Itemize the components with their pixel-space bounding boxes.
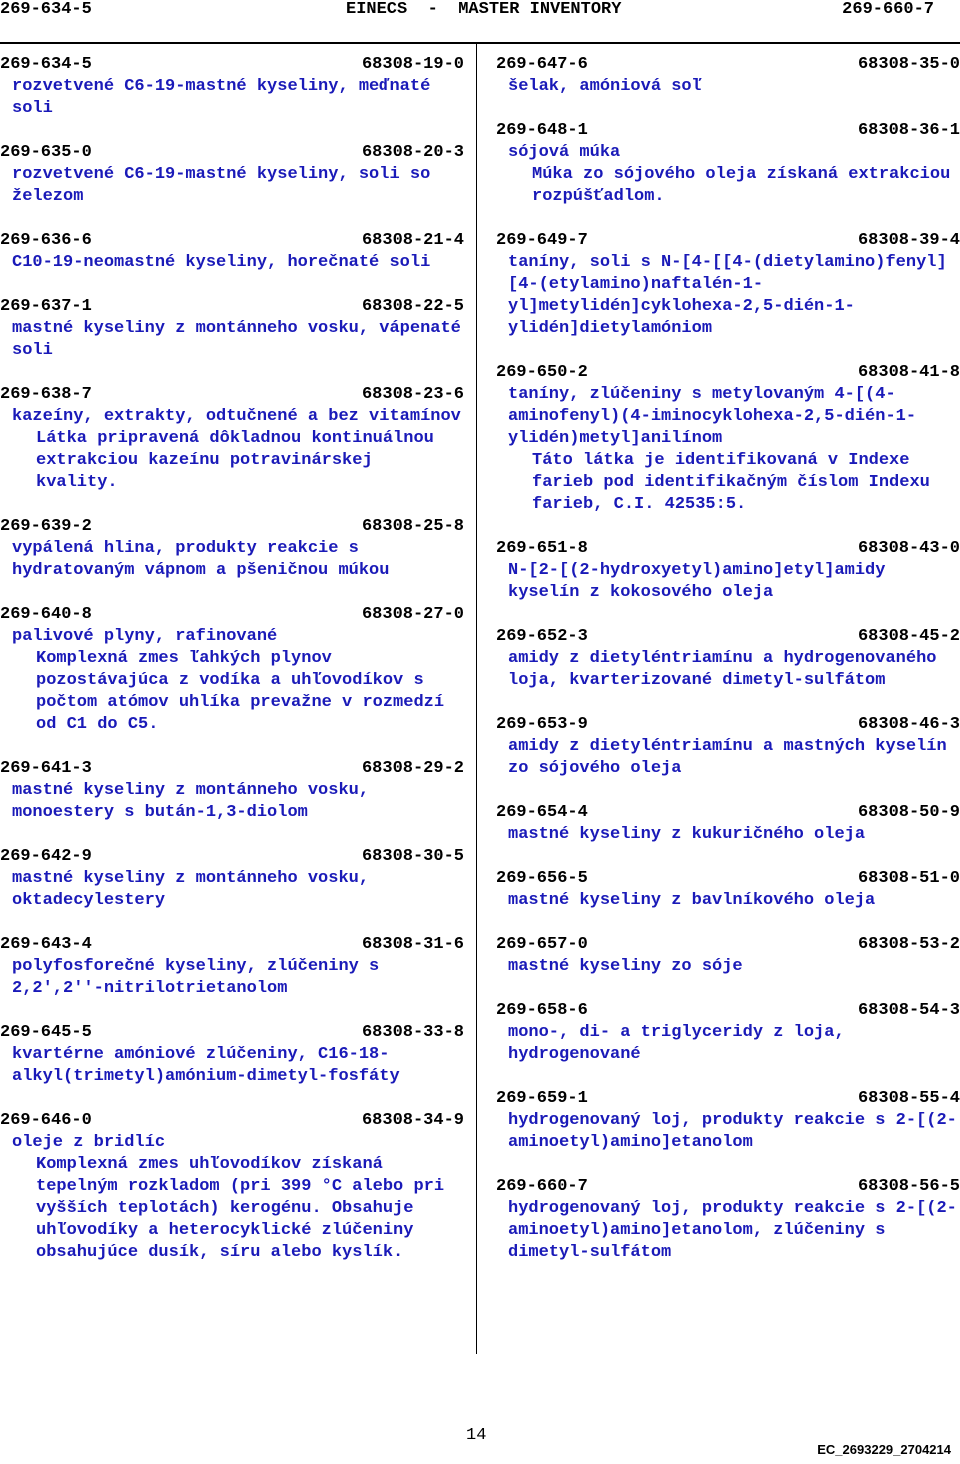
substance-name: hydrogenovaný loj, produkty reakcie s 2-[(2-aminoetyl)amino]etanolom	[508, 1111, 957, 1152]
substance-entry	[496, 1000, 960, 1066]
substance-entry	[496, 868, 960, 912]
entry-number-row	[496, 802, 960, 824]
substance-name: taníny, soli s N-[4-[[4-(dietylamino)fenyl][4-(etylamino)naftalén-1-yl]metylidén]cyklohexa-2,5-dién-1-ylidén]dietylamóniom	[508, 253, 947, 338]
ec-number: 269-635-0	[0, 143, 92, 162]
entry-number-row	[496, 230, 960, 252]
header-range-end: 269-660-7	[842, 0, 934, 19]
ec-number: 269-638-7	[0, 385, 92, 404]
ec-number: 269-637-1	[0, 297, 92, 316]
substance-name: N-[2-[(2-hydroxyetyl)amino]etyl]amidy kyselín z kokosového oleja	[508, 561, 886, 602]
substance-entry	[496, 802, 960, 846]
substance-entry	[0, 846, 464, 912]
cas-number: 68308-34-9	[361, 1111, 464, 1130]
cas-number: 68308-35-0	[857, 55, 960, 74]
ec-number: 269-642-9	[0, 847, 92, 866]
cas-number: 68308-41-8	[857, 363, 960, 382]
cas-number: 68308-53-2	[857, 935, 960, 954]
cas-number: 68308-19-0	[361, 55, 464, 74]
cas-number: 68308-39-4	[857, 231, 960, 250]
entry-number-row	[496, 538, 960, 560]
ec-number: 269-650-2	[496, 363, 588, 382]
cas-number: 68308-45-2	[857, 627, 960, 646]
ec-number: 269-654-4	[496, 803, 588, 822]
entry-number-row	[496, 626, 960, 648]
ec-number: 269-659-1	[496, 1089, 588, 1108]
ec-number: 269-648-1	[496, 121, 588, 140]
cas-number: 68308-21-4	[361, 231, 464, 250]
substance-name: mastné kyseliny z montánneho vosku, monoestery s bután-1,3-diolom	[12, 781, 370, 822]
page-number: 14	[466, 1426, 487, 1445]
cas-number: 68308-55-4	[857, 1089, 960, 1108]
cas-number: 68308-36-1	[857, 121, 960, 140]
header-title: EINECS - MASTER INVENTORY	[346, 0, 622, 19]
substance-entry	[0, 604, 464, 736]
ec-number: 269-649-7	[496, 231, 588, 250]
right-column	[496, 54, 960, 1286]
substance-entry	[0, 296, 464, 362]
cas-number: 68308-22-5	[361, 297, 464, 316]
ec-number: 269-641-3	[0, 759, 92, 778]
entry-number-row	[496, 54, 960, 76]
ec-number: 269-660-7	[496, 1177, 588, 1196]
page-header	[0, 0, 960, 44]
ec-number: 269-639-2	[0, 517, 92, 536]
substance-entry	[496, 54, 960, 98]
entry-number-row	[0, 142, 464, 164]
left-column	[0, 54, 464, 1286]
entry-number-row	[0, 758, 464, 780]
cas-number: 68308-56-5	[857, 1177, 960, 1196]
substance-name: polyfosforečné kyseliny, zlúčeniny s 2,2',2''-nitrilotrietanolom	[12, 957, 380, 998]
substance-name: C10-19-neomastné kyseliny, horečnaté soli	[12, 253, 431, 272]
substance-entry	[496, 1176, 960, 1264]
substance-name: taníny, zlúčeniny s metylovaným 4-[(4-aminofenyl)(4-iminocyklohexa-2,5-dién-1-ylidén)metyl]anilínom	[508, 385, 917, 448]
ec-number: 269-636-6	[0, 231, 92, 250]
entry-number-row	[0, 516, 464, 538]
substance-entry	[0, 934, 464, 1000]
substance-entry	[0, 516, 464, 582]
substance-description: Táto látka je identifikovaná v Indexe farieb pod identifikačným číslom Indexu farieb, C.I. 42535:5.	[532, 451, 930, 514]
cas-number: 68308-23-6	[361, 385, 464, 404]
substance-name: vypálená hlina, produkty reakcie s hydratovaným vápnom a pšeničnou múkou	[12, 539, 390, 580]
substance-entry	[496, 626, 960, 692]
substance-entry	[496, 538, 960, 604]
entry-number-row	[496, 934, 960, 956]
entry-number-row	[496, 1000, 960, 1022]
ec-number: 269-647-6	[496, 55, 588, 74]
ec-number: 269-645-5	[0, 1023, 92, 1042]
substance-name: mastné kyseliny z kukuričného oleja	[508, 825, 866, 844]
substance-name: rozvetvené C6-19-mastné kyseliny, soli so železom	[12, 165, 431, 206]
entry-number-row	[496, 714, 960, 736]
cas-number: 68308-51-0	[857, 869, 960, 888]
substance-description: Komplexná zmes uhľovodíkov získaná tepelným rozkladom (pri 399 °C alebo pri vyšších teplotách) kerogénu. Obsahuje uhľovodíky a heterocyklické zlúčeniny obsahujúce dusík, síru alebo kyslík.	[36, 1155, 445, 1262]
substance-entry	[496, 230, 960, 340]
substance-entry	[0, 1110, 464, 1264]
substance-name: palivové plyny, rafinované	[12, 627, 278, 646]
footer-code: EC_2693229_2704214	[817, 1442, 951, 1457]
substance-description: Látka pripravená dôkladnou kontinuálnou extrakciou kazeínu potravinárskej kvality.	[36, 429, 434, 492]
substance-name: kvartérne amóniové zlúčeniny, C16-18-alkyl(trimetyl)amónium-dimetyl-fosfáty	[12, 1045, 400, 1086]
ec-number: 269-657-0	[496, 935, 588, 954]
entry-number-row	[0, 230, 464, 252]
substance-name: mastné kyseliny z montánneho vosku, vápenaté soli	[12, 319, 461, 360]
entry-number-row	[496, 868, 960, 890]
entry-number-row	[496, 1088, 960, 1110]
header-range-start: 269-634-5	[0, 0, 92, 19]
substance-entry	[496, 934, 960, 978]
cas-number: 68308-54-3	[857, 1001, 960, 1020]
cas-number: 68308-27-0	[361, 605, 464, 624]
substance-entry	[0, 54, 464, 120]
substance-description: Múka zo sójového oleja získaná extrakciou rozpúšťadlom.	[532, 165, 951, 206]
substance-name: mastné kyseliny zo sóje	[508, 957, 743, 976]
entry-number-row	[0, 934, 464, 956]
entry-number-row	[496, 1176, 960, 1198]
cas-number: 68308-29-2	[361, 759, 464, 778]
substance-entry	[0, 1022, 464, 1088]
substance-name: amidy z dietyléntriamínu a mastných kyselín zo sójového oleja	[508, 737, 947, 778]
substance-name: mono-, di- a triglyceridy z loja, hydrogenované	[508, 1023, 845, 1064]
substance-name: hydrogenovaný loj, produkty reakcie s 2-[(2-aminoetyl)amino]etanolom, zlúčeniny s dimetyl-sulfátom	[508, 1199, 957, 1262]
cas-number: 68308-43-0	[857, 539, 960, 558]
substance-name: rozvetvené C6-19-mastné kyseliny, meďnaté soli	[12, 77, 431, 118]
entry-number-row	[496, 120, 960, 142]
ec-number: 269-646-0	[0, 1111, 92, 1130]
ec-number: 269-634-5	[0, 55, 92, 74]
substance-entry	[0, 230, 464, 274]
cas-number: 68308-20-3	[361, 143, 464, 162]
substance-name: sójová múka	[508, 143, 621, 162]
substance-name: kazeíny, extrakty, odtučnené a bez vitamínov	[12, 407, 461, 426]
entry-number-row	[0, 296, 464, 318]
substance-name: šelak, amóniová soľ	[508, 77, 702, 96]
ec-number: 269-643-4	[0, 935, 92, 954]
column-divider	[476, 44, 477, 1354]
entry-number-row	[496, 362, 960, 384]
ec-number: 269-652-3	[496, 627, 588, 646]
substance-name: mastné kyseliny z bavlníkového oleja	[508, 891, 876, 910]
ec-number: 269-640-8	[0, 605, 92, 624]
substance-entry	[496, 714, 960, 780]
cas-number: 68308-31-6	[361, 935, 464, 954]
entry-number-row	[0, 846, 464, 868]
cas-number: 68308-25-8	[361, 517, 464, 536]
entry-number-row	[0, 384, 464, 406]
ec-number: 269-656-5	[496, 869, 588, 888]
cas-number: 68308-30-5	[361, 847, 464, 866]
ec-number: 269-658-6	[496, 1001, 588, 1020]
cas-number: 68308-50-9	[857, 803, 960, 822]
substance-description: Komplexná zmes ľahkých plynov pozostávajúca z vodíka a uhľovodíkov s počtom atómov uhlíka prevažne v rozmedzí od C1 do C5.	[36, 649, 445, 734]
entry-number-row	[0, 1110, 464, 1132]
entry-number-row	[0, 1022, 464, 1044]
substance-entry	[0, 758, 464, 824]
ec-number: 269-651-8	[496, 539, 588, 558]
substance-name: mastné kyseliny z montánneho vosku, oktadecylestery	[12, 869, 370, 910]
substance-name: oleje z bridlíc	[12, 1133, 166, 1152]
substance-entry	[496, 1088, 960, 1154]
substance-entry	[0, 142, 464, 208]
substance-name: amidy z dietyléntriamínu a hydrogenovaného loja, kvarterizované dimetyl-sulfátom	[508, 649, 937, 690]
cas-number: 68308-46-3	[857, 715, 960, 734]
substance-entry	[0, 384, 464, 494]
entry-number-row	[0, 54, 464, 76]
entry-number-row	[0, 604, 464, 626]
cas-number: 68308-33-8	[361, 1023, 464, 1042]
substance-entry	[496, 120, 960, 208]
ec-number: 269-653-9	[496, 715, 588, 734]
substance-entry	[496, 362, 960, 516]
